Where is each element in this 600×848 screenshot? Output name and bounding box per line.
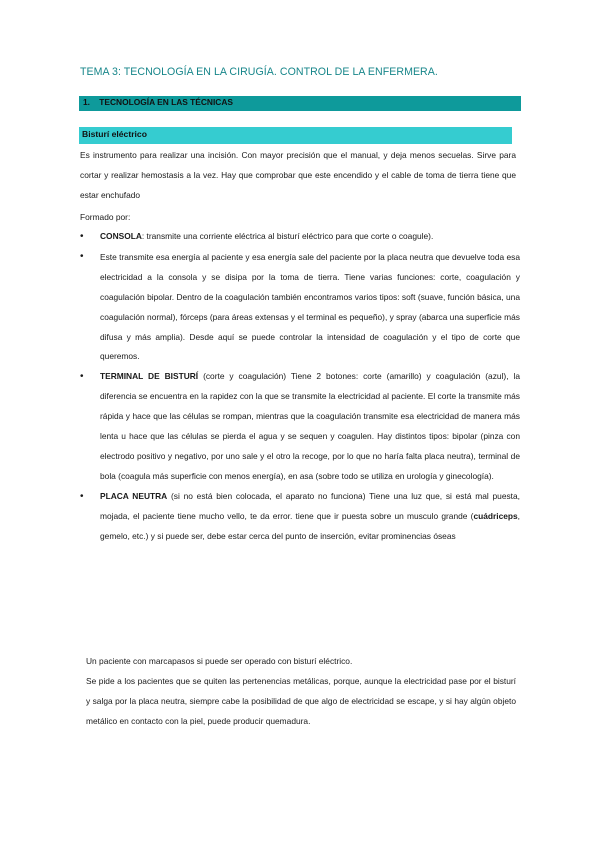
intro-paragraph: Es instrumento para realizar una incisión. Con mayor precisión que el manual, y deja menos secuelas. Sirve para cortar y realizar hemostasis a la vez. Hay que comprobar que este encendido y el cable de toma de tierra tiene que estar enchufado bbox=[80, 150, 516, 201]
list-item-energia bbox=[80, 247, 520, 367]
list-item-terminal bbox=[80, 367, 520, 486]
list-item-term: CONSOLA bbox=[100, 231, 142, 241]
marcapasos-paragraph: Un paciente con marcapasos si puede ser operado con bisturí eléctrico. bbox=[86, 656, 353, 666]
document-title: TEMA 3: TECNOLOGÍA EN LA CIRUGÍA. CONTROL DE LA ENFERMERA. bbox=[80, 66, 438, 78]
bullet-icon: • bbox=[80, 490, 84, 502]
list-item-consola bbox=[80, 227, 520, 247]
section-heading-bar bbox=[79, 96, 521, 111]
list-item-placa-neutra bbox=[80, 487, 520, 547]
list-item-term: PLACA NEUTRA bbox=[100, 490, 168, 501]
list-item-text: : transmite una corriente eléctrica al bisturí eléctrico para que corte o coagule). bbox=[141, 231, 434, 241]
list-item-text-after: , gemelo, etc.) y si puede ser, debe estar cerca del punto de inserción, evitar prominencias óseas bbox=[100, 510, 520, 541]
bullet-icon: • bbox=[80, 231, 84, 242]
subsection-heading-bar bbox=[79, 127, 512, 144]
list-item-text: (corte y coagulación) Tiene 2 botones: corte (amarillo) y coagulación (azul), la diferencia se encuentra en la rapidez con la que se transmite la electricidad al paciente. El corte la transmite más rápida y hace que las células se rompan, mientras que la coagulación transmite esa electricidad de manera más lenta u hace que las células se pierda el agua y se sequen y coagulen. Hay distintos tipos: bipolar (pinza con electrodo positivo y negativo, por uno sale y el otro la recoge, por lo que no haría falta placa neutra), terminal de bola (coagula más superficie con menos energía), en asa (sobre todo se utiliza en urología y ginecología). bbox=[100, 371, 520, 481]
subsection-heading: Bisturí eléctrico bbox=[82, 129, 147, 139]
formado-por-label: Formado por: bbox=[80, 212, 131, 222]
list-item-text: (si no está bien colocada, el aparato no funciona) Tiene una luz que, si está mal puesta, mojada, el paciente tiene mucho vello, te da error. tiene que ir puesta sobre un musculo grande ( bbox=[100, 490, 520, 521]
list-item-inline-bold: cuádriceps bbox=[473, 510, 518, 521]
bullet-icon: • bbox=[80, 371, 84, 383]
component-list bbox=[80, 227, 520, 547]
pertenencias-paragraph: Se pide a los pacientes que se quiten las pertenencias metálicas, porque, aunque la electricidad pase por el bisturí y salga por la placa neutra, siempre cabe la posibilidad de que algo de electricidad se escape, y si hay algún objeto metálico en contacto con la piel, puede producir quemadura. bbox=[86, 676, 516, 726]
list-item-text: Este transmite esa energía al paciente y esa energía sale del paciente por la placa neutra que devuelve toda esa electricidad a la consola y se disipa por la toma de tierra. Tiene varias funciones: corte, coagulación y coagulación bipolar. Dentro de la coagulación también encontramos varios tipos: soft (suave, función básica, una coagulación normal), fórceps (para áreas extensas y el terminal es pequeño), y spray (abarca una superficie más difusa y más amplia). Desde aquí se puede controlar la intensidad de coagulación y el tipo de corte que queremos. bbox=[100, 251, 520, 362]
bullet-icon: • bbox=[80, 250, 84, 262]
section-heading: 1. TECNOLOGÍA EN LAS TÉCNICAS bbox=[83, 97, 233, 107]
list-item-term: TERMINAL DE BISTURÍ bbox=[100, 371, 199, 382]
